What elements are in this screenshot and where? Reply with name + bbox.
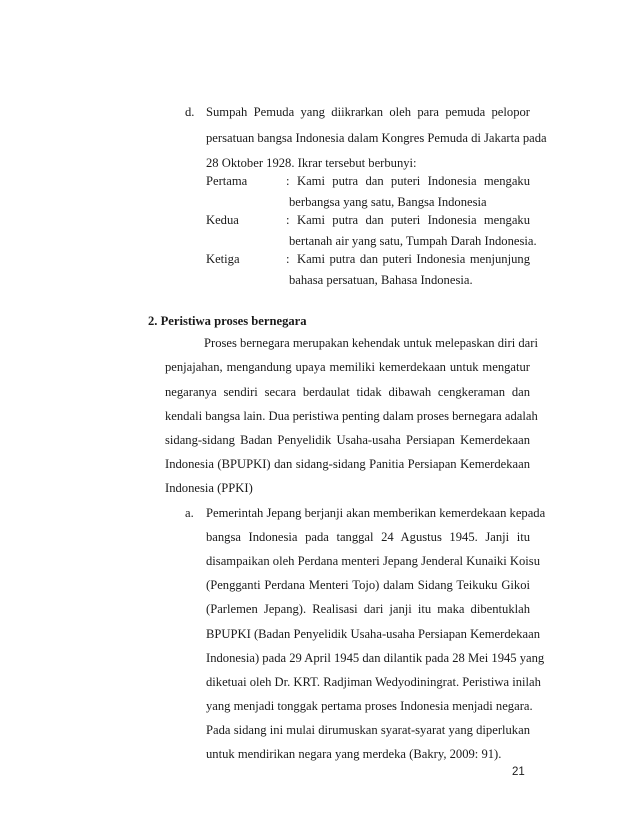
paragraph-line: negaranya sendiri secara berdaulat tidak dibawah cengkeraman dan [165,385,530,399]
pledge-text: Kami putra dan puteri Indonesia mengaku [297,213,530,227]
pledge-label: Ketiga [206,252,240,266]
list-item-line: Indonesia) pada 29 April 1945 dan dilantik pada 28 Mei 1945 yang [206,651,545,665]
paragraph-line: penjajahan, mengandung upaya memiliki kemerdekaan untuk mengatur [165,360,530,374]
text-line: 28 Oktober 1928. Ikrar tersebut berbunyi: [206,156,417,170]
paragraph-line: Indonesia (BPUPKI) dan sidang-sidang Panitia Persiapan Kemerdekaan [165,457,530,471]
page-number: 21 [512,766,525,778]
paragraph-line: kendali bangsa lain. Dua peristiwa penting dalam proses bernegara adalah [165,409,538,423]
pledge-colon: : [286,252,290,266]
list-item-line: bangsa Indonesia pada tanggal 24 Agustus 1945. Janji itu [206,530,530,544]
text-line: persatuan bangsa Indonesia dalam Kongres Pemuda di Jakarta pada [206,131,547,145]
list-item-line: (Pengganti Perdana Menteri Tojo) dalam Sidang Teikuku Gikoi [206,578,530,592]
list-item-line: Pada sidang ini mulai dirumuskan syarat-syarat yang diperlukan [206,723,530,737]
pledge-text: bahasa persatuan, Bahasa Indonesia. [289,273,473,287]
pledge-text: bertanah air yang satu, Tumpah Darah Indonesia. [289,234,537,248]
text-line: Sumpah Pemuda yang diikrarkan oleh para pemuda pelopor [206,105,530,119]
list-item-line: BPUPKI (Badan Penyelidik Usaha-usaha Persiapan Kemerdekaan [206,627,540,641]
list-item-line: disampaikan oleh Perdana menteri Jepang Jenderal Kunaiki Koisu [206,554,540,568]
list-item-line: untuk mendirikan negara yang merdeka (Bakry, 2009: 91). [206,747,502,761]
pledge-label: Pertama [206,174,248,188]
section-heading: 2. Peristiwa proses bernegara [148,314,307,328]
pledge-label: Kedua [206,213,239,227]
list-item-line: yang menjadi tonggak pertama proses Indonesia menjadi negara. [206,699,533,713]
list-item-line: diketuai oleh Dr. KRT. Radjiman Wedyodiningrat. Peristiwa inilah [206,675,541,689]
paragraph-line: Indonesia (PPKI) [165,481,253,495]
list-marker-d: d. [185,105,195,119]
paragraph-line: Proses bernegara merupakan kehendak untuk melepaskan diri dari [204,336,538,350]
list-item-line: (Parlemen Jepang). Realisasi dari janji itu maka dibentuklah [206,602,530,616]
list-item-line: Pemerintah Jepang berjanji akan memberikan kemerdekaan kepada [206,506,546,520]
pledge-colon: : [286,174,290,188]
pledge-colon: : [286,213,290,227]
list-marker-a: a. [185,506,194,520]
pledge-text: Kami putra dan puteri Indonesia menjunjung [297,252,530,266]
paragraph-line: sidang-sidang Badan Penyelidik Usaha-usaha Persiapan Kemerdekaan [165,433,530,447]
pledge-text: berbangsa yang satu, Bangsa Indonesia [289,195,487,209]
pledge-text: Kami putra dan puteri Indonesia mengaku [297,174,530,188]
